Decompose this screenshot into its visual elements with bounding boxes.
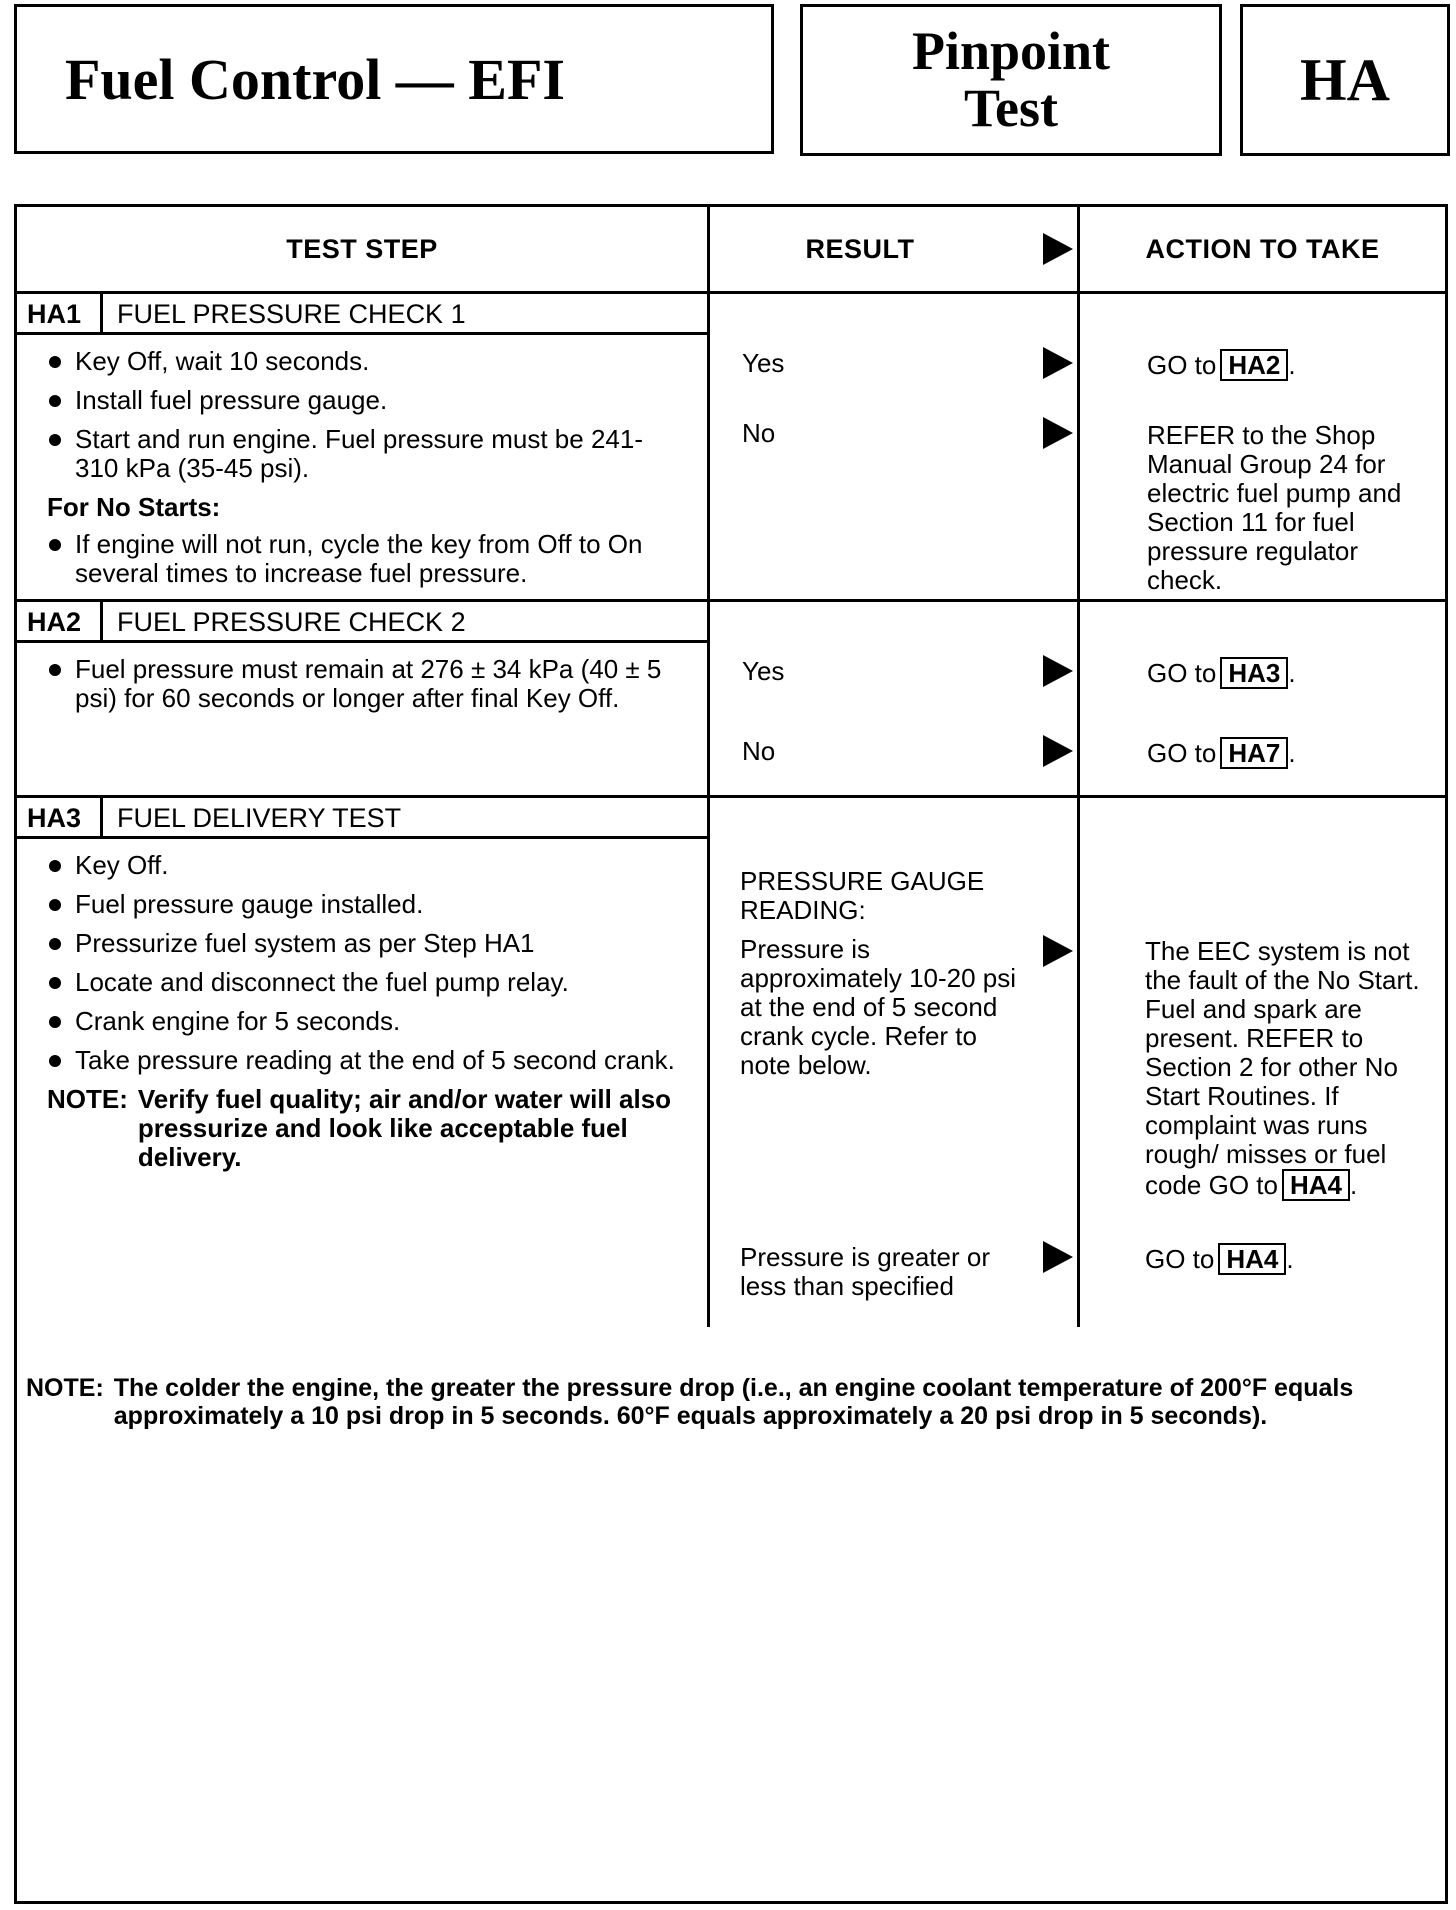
step-id-underline (17, 836, 707, 839)
ha2-result-yes: Yes (742, 656, 785, 686)
ha3-result-2: Pressure is greater or less than specified (740, 1242, 990, 1301)
ha2-result-no: No (742, 736, 776, 766)
list-item: Pressurize fuel system as per Step HA1 (47, 929, 697, 958)
ha3-note (47, 1085, 687, 1172)
step-id-underline (17, 332, 707, 335)
list-item: Locate and disconnect the fuel pump relay. (47, 968, 697, 997)
col-head-test-step: TEST STEP (286, 233, 438, 264)
list-item: Install fuel pressure gauge. (47, 386, 697, 415)
step-name: FUEL DELIVERY TEST (117, 802, 402, 833)
list-item: Key Off, wait 10 seconds. (47, 347, 697, 376)
step-name: FUEL PRESSURE CHECK 1 (117, 298, 466, 329)
pressure-gauge-heading: PRESSURE GAUGE READING: (740, 866, 985, 925)
list-item: Fuel pressure gauge installed. (47, 890, 697, 919)
goto-text: GO to (1145, 1244, 1215, 1274)
note-label: NOTE: (47, 1084, 128, 1114)
action-text: The EEC system is not the fault of the No Start. Fuel and spark are present. REFER to Section 2 for other No Start Routines. If complaint was runs rough/ misses or fuel code GO to (1145, 936, 1420, 1200)
note-label: NOTE: (26, 1374, 104, 1402)
list-item: Take pressure reading at the end of 5 second crank. (47, 1046, 675, 1075)
step-ref-ha2[interactable]: HA2 (1220, 349, 1288, 381)
step-ref-ha4[interactable]: HA4 (1282, 1169, 1350, 1201)
ha3-action-2: GO to HA4 . (1145, 1244, 1294, 1274)
list-item: Fuel pressure must remain at 276 ± 34 kPa (40 ± 5 psi) for 60 seconds or longer after final Key Off. (47, 655, 695, 713)
page-title (14, 4, 774, 154)
col-head-result: RESULT (805, 233, 915, 264)
ha1-action-yes: GO to HA2 . (1147, 350, 1296, 380)
note-text: Verify fuel quality; air and/or water will also pressurize and look like acceptable fuel delivery. (137, 1084, 672, 1172)
step-code: HA1 (17, 294, 103, 334)
note-text: The colder the engine, the greater the pressure drop (i.e., an engine coolant temperature of 200°F equals approximately a 10 psi drop in 5 seconds. 60°F equals approximately a 20 psi drop in 5 seconds). (113, 1374, 1354, 1430)
arrow-icon (1043, 1241, 1073, 1273)
col-head-action: ACTION TO TAKE (1145, 233, 1380, 264)
list-item: Crank engine for 5 seconds. (47, 1007, 697, 1036)
bottom-note (26, 1374, 1426, 1430)
step-ref-ha4[interactable]: HA4 (1218, 1243, 1286, 1275)
test-code-box (1240, 4, 1450, 156)
step-id-ha3 (17, 798, 707, 838)
title-text: Fuel Control — EFI (65, 46, 565, 112)
arrow-icon (1043, 735, 1073, 767)
ha2-action-yes: GO to HA3 . (1147, 658, 1296, 688)
list-item: Key Off. (47, 851, 697, 880)
pinpoint-text: Pinpoint Test (911, 21, 1111, 138)
ha1-instructions (47, 347, 697, 598)
goto-text: GO to (1147, 350, 1217, 380)
arrow-icon (1043, 935, 1073, 967)
test-code: HA (1300, 46, 1390, 113)
list-item: Start and run engine. Fuel pressure must be 241-310 kPa (35-45 psi). (47, 425, 665, 483)
col-divider-1 (707, 207, 710, 1327)
col-divider-2 (1077, 207, 1080, 1327)
result-arrow-icon (1043, 233, 1073, 265)
arrow-icon (1043, 417, 1073, 449)
pinpoint-test-label (800, 4, 1222, 156)
step-ref-ha3[interactable]: HA3 (1220, 657, 1288, 689)
step-id-underline (17, 640, 707, 643)
ha2-action-no: GO to HA7 . (1147, 738, 1296, 768)
no-starts-heading: For No Starts: (47, 492, 221, 522)
ha3-action-1: The EEC system is not the fault of the No Start. Fuel and spark are present. REFER to Section 2 for other No Start Routines. If complaint was runs rough/ misses or fuel code GO to HA4 . (1145, 936, 1420, 1200)
pinpoint-table (14, 204, 1448, 1904)
step-code: HA3 (17, 798, 103, 838)
ha3-result-1: Pressure is approximately 10-20 psi at the end of 5 second crank cycle. Refer to note below. (740, 934, 1017, 1080)
step-name: FUEL PRESSURE CHECK 2 (117, 606, 466, 637)
list-item: If engine will not run, cycle the key from Off to On several times to increase fuel pressure. (47, 530, 675, 588)
goto-text: GO to (1147, 738, 1217, 768)
ha1-result-no: No (742, 418, 776, 448)
step-id-ha2 (17, 602, 707, 642)
step-id-ha1 (17, 294, 707, 334)
arrow-icon (1043, 347, 1073, 379)
goto-text: GO to (1147, 658, 1217, 688)
ha1-action-no: REFER to the Shop Manual Group 24 for electric fuel pump and Section 11 for fuel pressure regulator check. (1147, 420, 1402, 595)
arrow-icon (1043, 655, 1073, 687)
ha1-result-yes: Yes (742, 348, 785, 378)
step-ref-ha7[interactable]: HA7 (1220, 737, 1288, 769)
ha3-instructions (47, 851, 697, 1172)
ha2-instructions (47, 655, 697, 723)
step-code: HA2 (17, 602, 103, 642)
